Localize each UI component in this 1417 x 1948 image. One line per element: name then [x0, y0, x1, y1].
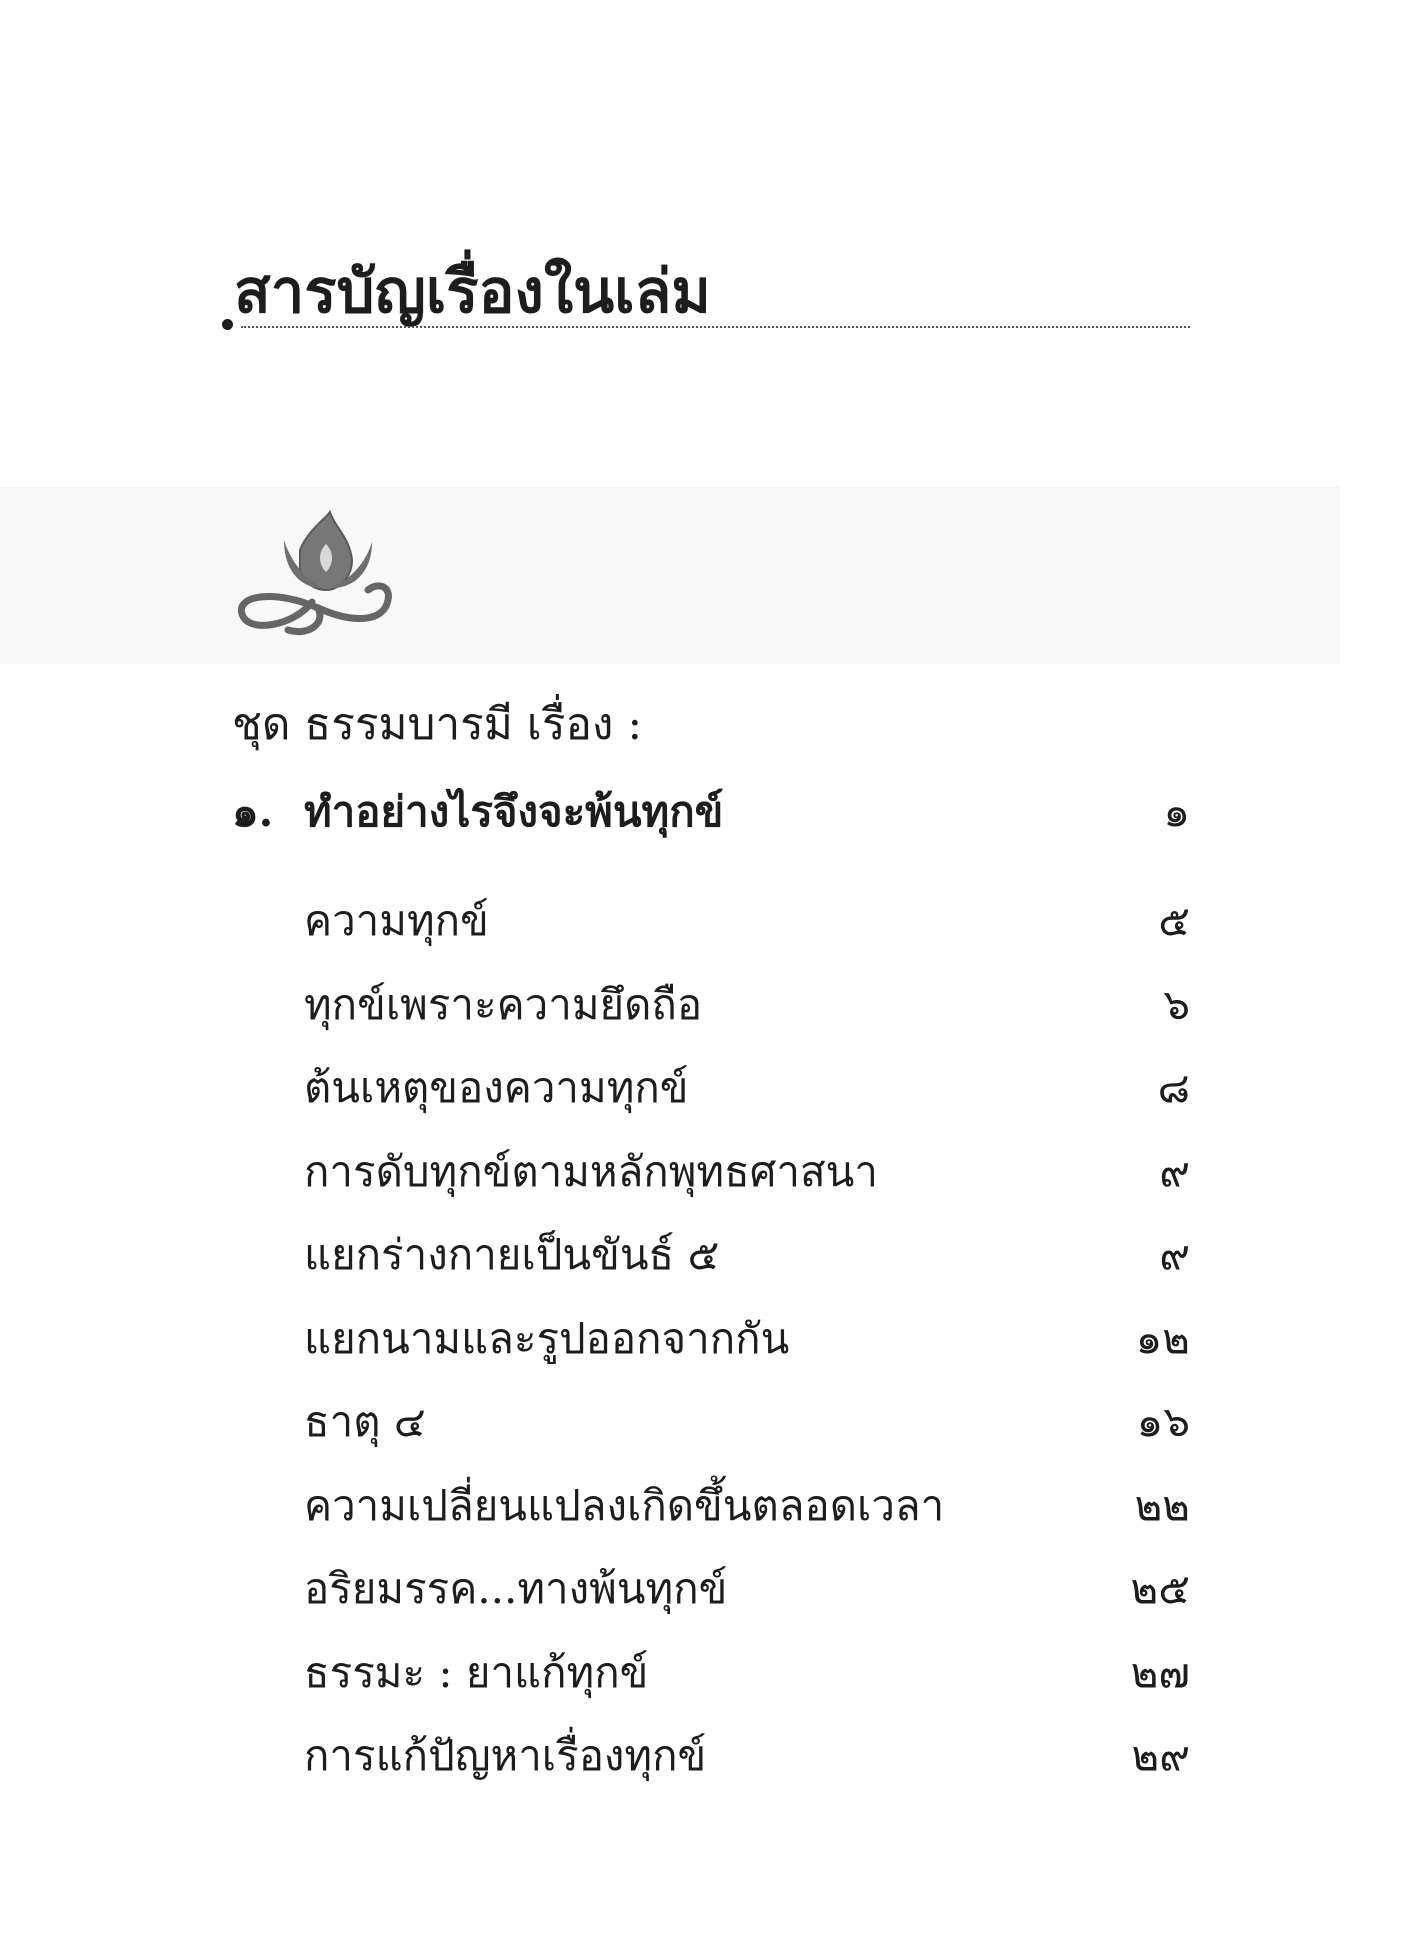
toc-entry-page: ๒๗ [1130, 1647, 1190, 1697]
toc-entry-page: ๘ [1157, 1063, 1190, 1112]
series-heading: ชุด ธรรมบารมี เรื่อง : [232, 699, 643, 750]
toc-entry [304, 979, 1190, 1068]
lotus-flourish-icon [234, 510, 400, 640]
page-title: สารบัญเรื่องในเล่ม [234, 257, 711, 328]
toc-entry-title: แยกร่างกายเป็นขันธ์ ๕ [304, 1230, 720, 1279]
title-dotted-rule [222, 316, 1190, 332]
chapter-number: ๑. [232, 787, 274, 836]
toc-entry [304, 1731, 1190, 1819]
toc-entry-title: แยกนามและรูปออกจากกัน [304, 1313, 790, 1363]
toc-entry [304, 1647, 1190, 1736]
toc-entry-title: ธรรมะ : ยาแก้ทุกข์ [304, 1647, 649, 1697]
toc-entry-page: ๒๙ [1131, 1731, 1190, 1780]
bullet-dot [222, 319, 233, 330]
toc-entry-page: ๖ [1163, 979, 1190, 1029]
ornament-band [0, 486, 1340, 664]
toc-entry-page: ๑๖ [1136, 1397, 1190, 1446]
toc-entry [304, 1397, 1190, 1485]
toc-entry-title: ความทุกข์ [304, 896, 489, 945]
toc-entry-page: ๕ [1158, 896, 1190, 945]
toc-entry-title: ความเปลี่ยนแปลงเกิดขึ้นตลอดเวลา [304, 1480, 945, 1530]
toc-entry-title: การดับทุกข์ตามหลักพุทธศาสนา [304, 1146, 878, 1196]
chapter-title: ทำอย่างไรจึงจะพ้นทุกข์ [304, 787, 724, 836]
chapter-heading [232, 787, 1190, 845]
toc-entry [304, 1480, 1190, 1569]
toc-entry-title: อริยมรรค...ทางพ้นทุกข์ [304, 1564, 728, 1613]
toc-list [304, 896, 1190, 1819]
toc-entry [304, 1313, 1190, 1402]
toc-entry-page: ๒๕ [1130, 1564, 1190, 1613]
toc-entry-title: การแก้ปัญหาเรื่องทุกข์ [304, 1731, 707, 1780]
toc-entry [304, 1063, 1190, 1151]
toc-entry [304, 1146, 1190, 1235]
dotted-line [241, 326, 1190, 328]
toc-entry-title: ทุกข์เพราะความยึดถือ [304, 979, 703, 1029]
toc-entry [304, 1230, 1190, 1318]
chapter-page-number: ๑ [1163, 787, 1190, 836]
toc-entry [304, 1564, 1190, 1652]
toc-entry-page: ๙ [1159, 1230, 1190, 1279]
toc-entry-page: ๑๒ [1135, 1313, 1190, 1363]
toc-entry-page: ๙ [1159, 1146, 1190, 1196]
toc-entry-page: ๒๒ [1134, 1480, 1190, 1530]
toc-entry-title: ต้นเหตุของความทุกข์ [304, 1063, 689, 1112]
toc-entry [304, 896, 1190, 984]
toc-entry-title: ธาตุ ๔ [304, 1397, 426, 1446]
